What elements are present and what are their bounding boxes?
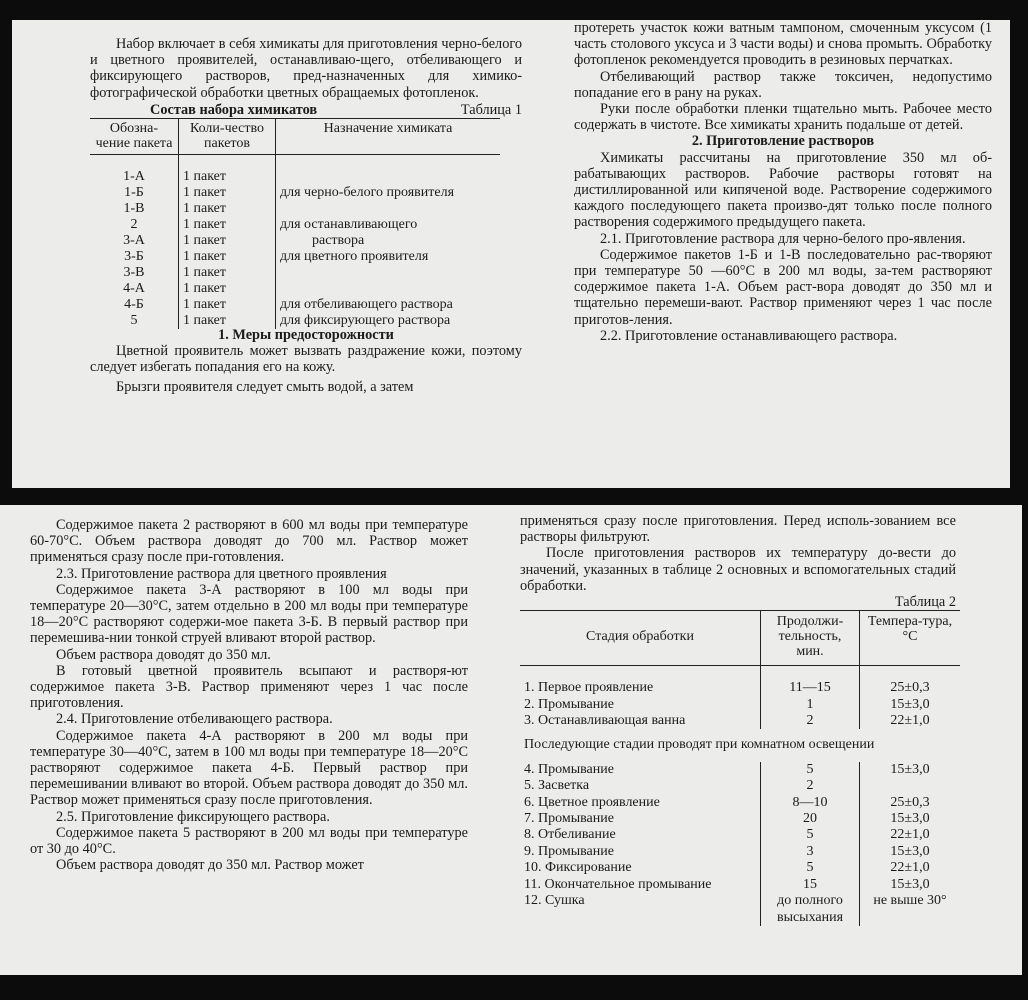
- stage-name: 11. Окончательное промывание: [524, 876, 712, 892]
- stage-name: 2. Промывание: [524, 696, 614, 712]
- package-quantity: 1 пакет: [179, 249, 276, 265]
- stop-bath-text: Содержимое пакета 2 растворяют в 600 мл воды при температуре 60-70°С. Объем раствора доводят до 700 мл. Раствор может применяться сразу после при-готовления.: [30, 517, 468, 566]
- stage-temperature: 15±3,0: [890, 876, 930, 892]
- package-code: 1-А: [123, 169, 145, 185]
- package-quantity: 1 пакет: [179, 217, 276, 233]
- package-quantity: 1 пакет: [179, 265, 276, 281]
- subsection-2-4: 2.4. Приготовление отбеливающего раствора.: [56, 711, 333, 728]
- table1-header-purpose: Назначение химиката: [276, 119, 501, 155]
- stage-name: 3. Останавливающая ванна: [524, 713, 686, 729]
- stage-name: 9. Промывание: [524, 843, 614, 859]
- stage-temperature: 15±3,0: [890, 761, 930, 777]
- table1-title: Состав набора химикатов: [150, 101, 318, 118]
- table2-row: [520, 844, 960, 860]
- stage-temperature: 25±0,3: [890, 680, 930, 696]
- stage-temperature: 15±3,0: [890, 811, 930, 827]
- right-paragraph-3: Руки после обработки пленки тщательно мыть. Рабочее место содержать в чистоте. Все химикаты хранить подальше от детей.: [574, 101, 992, 134]
- package-quantity: 1 пакет: [179, 297, 276, 313]
- package-quantity: 1 пакет: [179, 313, 276, 329]
- color-dev-text-1: Содержимое пакета 3-А растворяют в 100 мл воды при температуре 20—30°С, затем отдельно в 200 мл воды при температуре 18—20°С растворяют содержи-мое пакета 3-Б. В первый раствор при перемешива-нии тонкой струей вливают второй раствор.: [30, 581, 468, 647]
- stage-temperature: 25±0,3: [890, 794, 930, 810]
- table2-row: [520, 893, 960, 926]
- sheet1-right-column: [574, 20, 992, 344]
- section1-title: 1. Меры предосторожности: [218, 327, 394, 344]
- stage-duration: 8—10: [761, 795, 860, 811]
- package-purpose: для черно-белого проявителя: [280, 185, 455, 201]
- table1-row: [90, 201, 500, 217]
- package-code: 4-А: [123, 281, 145, 297]
- package-purpose: [276, 169, 501, 185]
- instruction-sheet-bottom: [0, 505, 1022, 975]
- stage-duration: 2: [761, 713, 860, 729]
- package-code: 3-Б: [124, 249, 144, 265]
- subsection-2-2: 2.2. Приготовление останавливающего раствора.: [600, 327, 898, 344]
- stage-name: 12. Сушка: [524, 893, 585, 909]
- package-quantity: 1 пакет: [179, 185, 276, 201]
- stage-duration: 15: [761, 877, 860, 893]
- table2-body-main: [520, 666, 960, 730]
- package-purpose: для фиксирующего раствора: [280, 313, 451, 329]
- table1-row: [90, 169, 500, 185]
- table2-row: [520, 827, 960, 843]
- table2-row: [520, 778, 960, 794]
- subsection-2-3: 2.3. Приготовление раствора для цветного проявления: [56, 565, 387, 582]
- stage-name: 6. Цветное проявление: [524, 794, 660, 810]
- color-dev-text-3: В готовый цветной проявитель всыпают и растворя-ют содержимое пакета 3-В. Раствор применяют через 1 час после приготовления.: [30, 662, 468, 712]
- sheet1-left-column: [90, 36, 522, 395]
- stage-name: 7. Промывание: [524, 811, 614, 827]
- fixer-text-1: Содержимое пакета 5 растворяют в 200 мл воды при температуре от 30 до 40°С.: [30, 824, 468, 858]
- package-purpose: [276, 201, 501, 217]
- table2-note-row: [520, 729, 960, 761]
- table1-row: [90, 281, 500, 297]
- package-code: 2: [130, 217, 138, 233]
- intro-paragraph: Набор включает в себя химикаты для приготовления черно-белого и цветного проявителей, останавливаю-щего, отбеливающего и фиксирующего растворов, пред-назначенных для химико-фотографической обработки цветных обращаемых фотопленок.: [90, 36, 522, 101]
- filter-paragraph: применяться сразу после приготовления. Перед исполь-зованием все растворы фильтруют.: [520, 513, 956, 546]
- table2-body-secondary: [520, 762, 960, 926]
- stage-temperature: [860, 778, 961, 794]
- stage-duration: 5: [761, 827, 860, 843]
- sheet2-right-column: [520, 513, 956, 926]
- table1-header-qty: Коли-чество пакетов: [179, 119, 276, 155]
- table2-row: [520, 795, 960, 811]
- section1-paragraph-1: Цветной проявитель может вызвать раздражение кожи, поэтому следует избегать попадания его на кожу.: [90, 343, 522, 376]
- processing-stages-table: [520, 610, 960, 926]
- fixer-text-2: Объем раствора доводят до 350 мл. Раствор может: [56, 857, 364, 874]
- section1-paragraph-2: Брызги проявителя следует смыть водой, а затем: [116, 378, 414, 395]
- stage-duration: 11—15: [761, 680, 860, 696]
- temperature-paragraph: После приготовления растворов их температуру до-вести до значений, указанных в таблице 2 основных и вспомогательных стадий обработки.: [520, 545, 956, 594]
- package-quantity: 1 пакет: [179, 281, 276, 297]
- package-code: 4-Б: [124, 297, 144, 313]
- package-quantity: 1 пакет: [179, 201, 276, 217]
- table1-row: [90, 233, 500, 249]
- right-paragraph-1: протереть участок кожи ватным тампоном, смоченным уксусом (1 часть столового уксуса и 3 части воды) и снова промыть. Обработку фотопленок рекомендуется проводить в резиновых перчатках.: [574, 20, 992, 69]
- table2-row: [520, 697, 960, 713]
- stage-duration: 20: [761, 811, 860, 827]
- stage-temperature: не выше 30°: [873, 893, 947, 909]
- package-purpose: раствора: [312, 233, 365, 249]
- table1-row: [90, 217, 500, 233]
- package-quantity: 1 пакет: [179, 233, 276, 249]
- subsection-2-1-text: Содержимое пакетов 1-Б и 1-В последовательно рас-творяют при температуре 50 —60°С в 200 мл воды, за-тем растворяют содержимое пакета 1-А. Объем раст-вора доводят до 350 мл и тщательно перемеши-вают. Раствор применяют через 1 час после приготов-ления.: [574, 246, 992, 328]
- stage-duration: 5: [761, 860, 860, 876]
- package-purpose: [276, 265, 501, 281]
- package-code: 3-А: [123, 233, 145, 249]
- table1-row: [90, 265, 500, 281]
- table2-note: Последующие стадии проводят при комнатном освещении: [524, 737, 875, 753]
- subsection-2-1: 2.1. Приготовление раствора для черно-белого про-явления.: [600, 230, 966, 247]
- right-paragraph-2: Отбеливающий раствор также токсичен, недопустимо попадание его в рану на руках.: [574, 68, 992, 101]
- stage-temperature: 22±1,0: [890, 860, 930, 876]
- table2-label: Таблица 2: [894, 594, 956, 611]
- package-code: 1-Б: [124, 185, 144, 201]
- package-purpose: для останавливающего: [280, 217, 418, 233]
- stage-duration: 1: [761, 697, 860, 713]
- package-code: 3-В: [123, 265, 145, 281]
- table2-header-temperature: Темпера-тура, °С: [860, 611, 961, 666]
- package-purpose: для цветного проявителя: [280, 249, 429, 265]
- instruction-sheet-top: [12, 20, 1010, 488]
- table1-row: [90, 249, 500, 265]
- stage-temperature: 15±3,0: [890, 843, 930, 859]
- stage-duration: до полного высыхания: [761, 893, 860, 926]
- stage-name: 4. Промывание: [524, 761, 614, 777]
- table1-caption: [90, 102, 522, 118]
- stage-duration: 2: [761, 778, 860, 794]
- table2-header-stage: Стадия обработки: [520, 611, 761, 666]
- bleach-text: Содержимое пакета 4-А растворяют в 200 мл воды при температуре 30—40°С, затем в 100 мл воды при температуре 18—20°С растворяют содержимое пакета 4-Б. Первый раствор при перемешивании вливают во второй. Объем раствора доводят до 350 мл. Раствор может применяться сразу после приготовления.: [30, 727, 468, 809]
- stage-temperature: 22±1,0: [890, 713, 930, 729]
- table2-row: [520, 877, 960, 893]
- package-purpose: [276, 281, 501, 297]
- table1-header-code: Обозна-чение пакета: [90, 119, 179, 155]
- stage-name: 8. Отбеливание: [524, 827, 616, 843]
- stage-duration: 5: [761, 762, 860, 778]
- subsection-2-5: 2.5. Приготовление фиксирующего раствора.: [56, 808, 330, 825]
- stage-name: 5. Засветка: [524, 778, 590, 794]
- table2-row: [520, 762, 960, 778]
- stage-duration: 3: [761, 844, 860, 860]
- table2-row: [520, 713, 960, 729]
- table1-body: [90, 155, 500, 330]
- stage-name: 1. Первое проявление: [524, 680, 654, 696]
- table2-header-duration: Продолжи-тельность, мин.: [761, 611, 860, 666]
- table2-row: [520, 811, 960, 827]
- table1-row: [90, 297, 500, 313]
- package-quantity: 1 пакет: [179, 169, 276, 185]
- color-dev-text-2: Объем раствора доводят до 350 мл.: [56, 646, 271, 663]
- table1-row: [90, 185, 500, 201]
- chemicals-table: [90, 118, 500, 329]
- table2-row: [520, 860, 960, 876]
- package-code: 5: [130, 313, 138, 329]
- section2-paragraph: Химикаты рассчитаны на приготовление 350 мл об-рабатывающих растворов. Рабочие растворы готовят на дистиллированной или кипяченой воде. Растворение содержимого каждого последующего пакета произво-дят только после полного растворения содержимого предыдущего пакета.: [574, 149, 992, 231]
- section2-title: 2. Приготовление растворов: [691, 133, 875, 150]
- sheet2-left-column: [30, 517, 468, 873]
- stage-temperature: 22±1,0: [890, 827, 930, 843]
- table2-row: [520, 680, 960, 696]
- package-purpose: для отбеливающего раствора: [280, 297, 453, 313]
- stage-name: 10. Фиксирование: [524, 860, 632, 876]
- table1-label: Таблица 1: [460, 101, 522, 118]
- package-code: 1-В: [123, 201, 145, 217]
- stage-temperature: 15±3,0: [890, 696, 930, 712]
